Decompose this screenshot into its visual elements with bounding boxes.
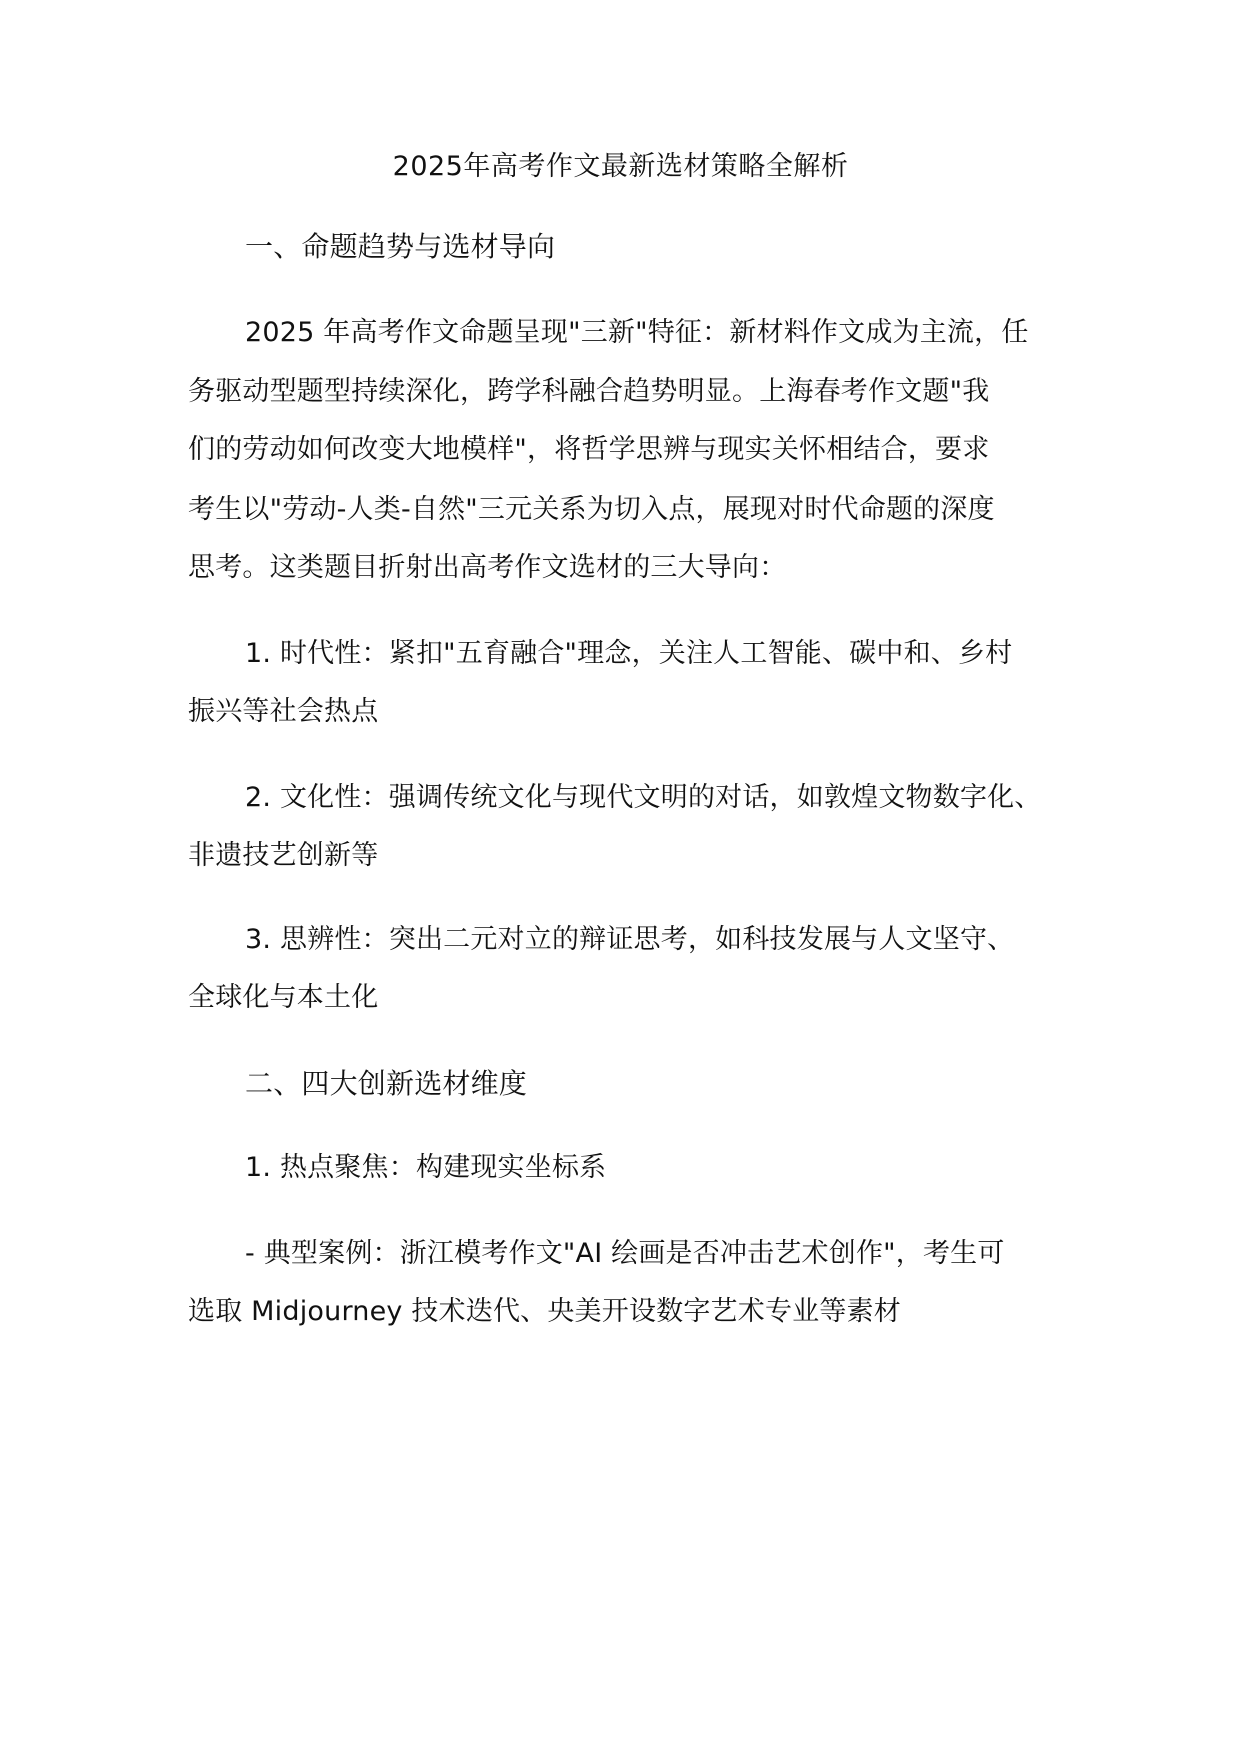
paragraph-line-2: 务驱动型题型持续深化，跨学科融合趋势明显。上海春考作文题"我 [188, 376, 990, 407]
document-title: 2025年高考作文最新选材策略全解析 [392, 151, 849, 182]
paragraph-line-5: 思考。这类题目折射出高考作文选材的三大导向： [188, 552, 787, 583]
paragraph-line-4: 考生以"劳动-人类-自然"三元关系为切入点，展现对时代命题的深度 [188, 494, 995, 525]
list-item-1-line-2: 振兴等社会热点 [188, 696, 379, 727]
list-item-3-line-1: 3. 思辨性：突出二元对立的辩证思考，如科技发展与人文坚守、 [245, 924, 1015, 955]
paragraph-line-1: 2025 年高考作文命题呈现"三新"特征：新材料作文成为主流，任 [245, 317, 1029, 348]
case-line-2: 选取 Midjourney 技术迭代、央美开设数字艺术专业等素材 [188, 1296, 901, 1327]
section-1-heading: 一、命题趋势与选材导向 [245, 230, 556, 263]
case-line-1: - 典型案例：浙江模考作文"AI 绘画是否冲击艺术创作"，考生可 [245, 1238, 1005, 1269]
section-2-subheading: 1. 热点聚焦：构建现实坐标系 [245, 1152, 607, 1183]
list-item-2-line-1: 2. 文化性：强调传统文化与现代文明的对话，如敦煌文物数字化、 [245, 782, 1042, 813]
list-item-2-line-2: 非遗技艺创新等 [188, 840, 379, 871]
list-item-3-line-2: 全球化与本土化 [188, 982, 379, 1013]
paragraph-line-3: 们的劳动如何改变大地模样"，将哲学思辨与现实关怀相结合，要求 [188, 434, 990, 465]
section-2-heading: 二、四大创新选材维度 [245, 1067, 528, 1100]
list-item-1-line-1: 1. 时代性：紧扣"五育融合"理念，关注人工智能、碳中和、乡村 [245, 638, 1013, 669]
